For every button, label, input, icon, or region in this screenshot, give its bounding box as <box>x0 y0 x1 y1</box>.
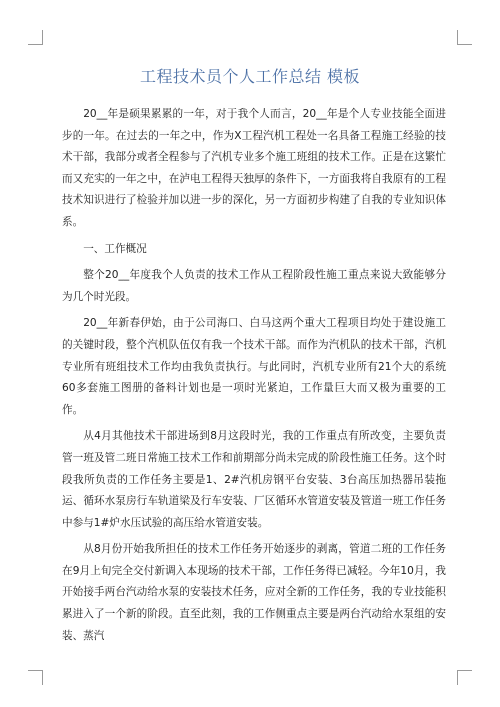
document-body <box>62 104 446 652</box>
document-title: 工程技术员个人工作总结 模板 <box>139 67 361 86</box>
paragraph-spring: 20__年新春伊始，由于公司海口、白马这两个重大工程项目均处于建设施工的关键时段，整个汽机队伍仅有我一个技术干部。而作为汽机队的技术干部，汽机专业所有班组技术工作均由我负责执行。与此同时，汽机专业所有21个大的系统60多套施工图册的备料计划也是一项时光紧迫，工作量巨大而又极为重要的工作。 <box>62 317 446 416</box>
paragraph-august-onward: 从8月份开始我所担任的技术工作任务开始逐步的剥离，管道二班的工作任务在9月上旬完全交付新调入本现场的技术干部，工作任务得已减轻。今年10月，我开始接手两台汽动给水泵的安装技术任务，应对全新的工作任务，我的专业技能积累进入了一个新的阶段。直至此刻，我的工作侧重点主要是两台汽动给水泵组的安装、蒸汽 <box>62 543 446 642</box>
crop-mark-bottom-right <box>457 670 472 685</box>
paragraph-intro: 20__年是硕果累累的一年，对于我个人而言，20__年是个人专业技能全面进步的一年。在过去的一年之中，作为X工程汽机工程处一名具备工程施工经验的技术干部，我部分或者全程参与了汽机专业多个施工班组的技术工作。正是在这繁忙而又充实的一年之中，在泸电工程得天独厚的条件下，一方面我将自我原有的工程技术知识进行了检验并加以进一步的深化，另一方面初步构建了自我的专业知识体系。 <box>62 108 446 228</box>
crop-mark-bottom-left <box>28 670 43 685</box>
paragraph-overview: 整个20__年度我个人负责的技术工作从工程阶段性施工重点来说大致能够分为几个时光段。 <box>62 269 446 303</box>
crop-mark-top-left <box>28 30 43 45</box>
crop-mark-top-right <box>457 30 472 45</box>
paragraph-april-august: 从4月其他技术干部进场到8月这段时光，我的工作重点有所改变，主要负责管一班及管二班日常施工技术工作和前期部分尚未完成的阶段性施工任务。这个时段我所负责的工作任务主要是1、2#汽机房钢平台安装、3台高压加热器吊装拖运、循环水泵房行车轨道梁及行车安装、厂区循环水管道安装及管道一班工作任务中参与1#炉水压试验的高压给水管道安装。 <box>62 430 446 529</box>
section-heading: 一、工作概况 <box>83 242 147 255</box>
